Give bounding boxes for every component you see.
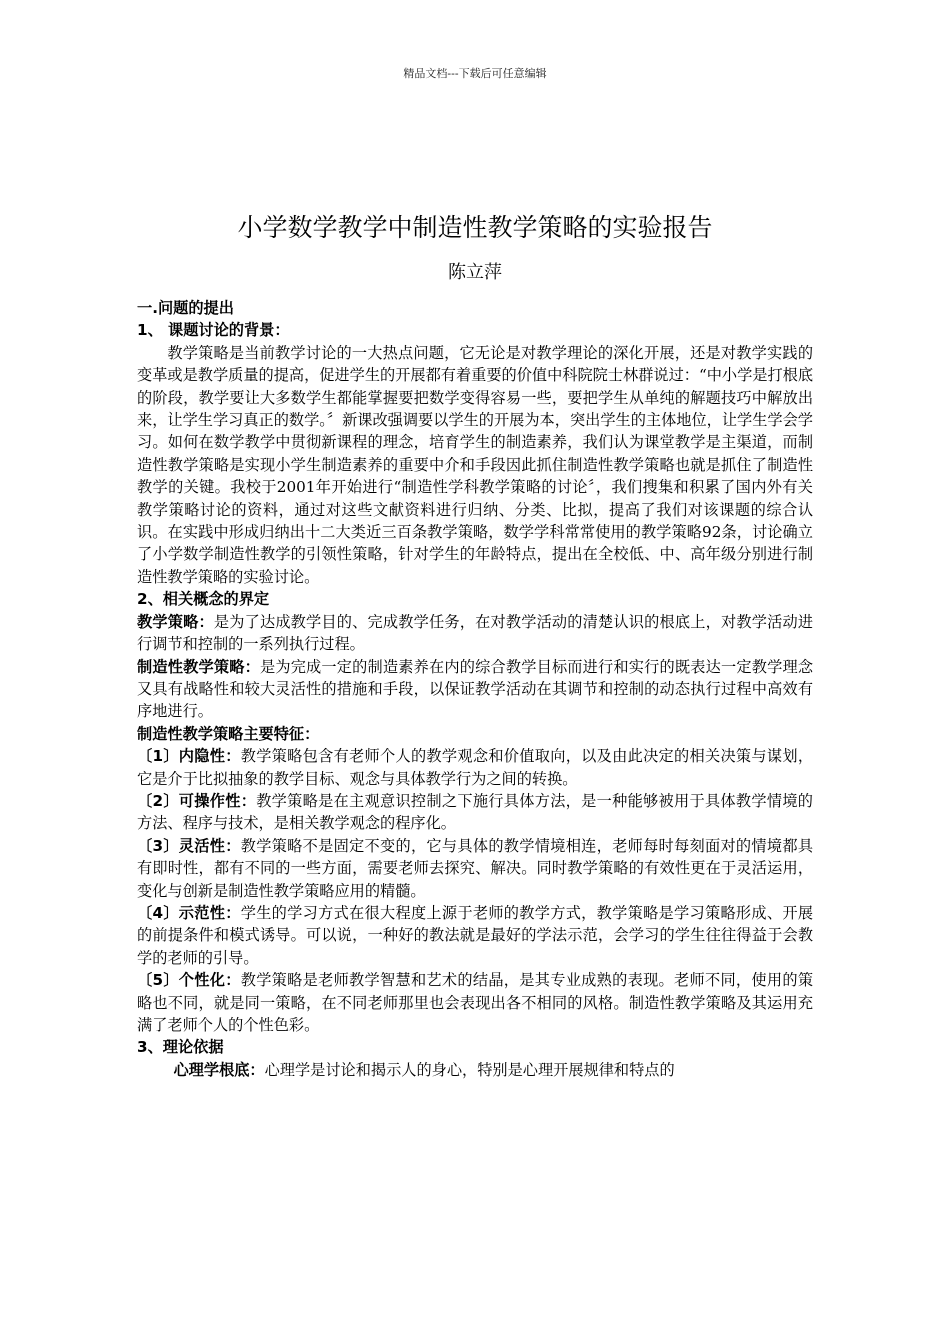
subsection-heading: 3、理论依据 xyxy=(137,1038,224,1057)
author-name: 陈立萍 xyxy=(448,262,502,283)
paragraph-text: 心理学是讨论和揭示人的身心，特别是心理开展规律和特点的 xyxy=(264,1060,675,1079)
feature-text: 教学策略不是固定不变的，它与具体的教学情境相连，老师每时每刻面对的情境都具有即时性，都有不同的一些方面，需要老师去探究、解决。同时教学策略的有效性更在于灵活运用，变化与创新是制造性教学策略应用的精髓。 xyxy=(137,836,814,900)
section-heading: 一.问题的提出 xyxy=(137,299,234,317)
subsection-heading: 2、相关概念的界定 xyxy=(137,590,270,609)
document-title: 小学数学教学中制造性教学策略的实验报告 xyxy=(237,213,713,242)
paragraph-theory xyxy=(137,1059,813,1081)
page-header: 精品文档---下载后可任意编辑 xyxy=(403,67,547,80)
paragraph-background: 教学策略是当前教学讨论的一大热点问题，它无论是对教学理论的深化开展，还是对教学实践的变革或是教学质量的提高，促进学生的开展都有着重要的价值中科院院士林群说过：“中小学是打根底的阶段，教学要让大多数学生都能掌握要把数学变得容易一些，要把学生从单纯的解题技巧中解放出来，让学生学习真正的数学。〞新课改强调要以学生的开展为本，突出学生的主体地位，让学生学会学习。如何在数学教学中贯彻新课程的理念，培育学生的制造素养，我们认为课堂教学是主渠道，而制造性教学策略是实现小学生制造素养的重要中介和手段因此抓住制造性教学策略也就是抓住了制造性教学的关键。我校于2001年开始进行“制造性学科教学策略的讨论〞，我们搜集和积累了国内外有关教学策略讨论的资料，通过对这些文献资料进行归纳、分类、比拟，提高了我们对该课题的综合认识。在实践中形成归纳出十二大类近三百条教学策略，数学学科常常使用的教学策略92条，讨论确立了小学数学制造性教学的引领性策略，针对学生的年龄特点，提出在全校低、中、高年级分别进行制造性教学策略的实验讨论。 xyxy=(137,343,814,586)
definition-creative-strategy xyxy=(137,656,813,723)
feature-term: 〔5〕个性化： xyxy=(137,971,241,990)
feature-term: 〔4〕示范性： xyxy=(137,903,241,922)
term: 心理学根底： xyxy=(173,1060,265,1079)
feature-term: 〔1〕内隐性： xyxy=(137,747,241,766)
term: 教学策略： xyxy=(137,612,214,631)
document-body xyxy=(137,297,813,1081)
feature-item xyxy=(137,969,813,1036)
feature-text: 学生的学习方式在很大程度上源于老师的教学方式，教学策略是学习策略形成、开展的前提条件和模式诱导。可以说，一种好的教法就是最好的学法示范，会学习的学生往往得益于会教学的老师的引导。 xyxy=(137,903,814,967)
feature-text: 教学策略包含有老师个人的教学观念和价值取向，以及由此决定的相关决策与谋划，它是介于比拟抽象的教学目标、观念与具体教学行为之间的转换。 xyxy=(137,747,814,788)
definition-teaching-strategy xyxy=(137,611,813,656)
feature-text: 教学策略是在主观意识控制之下施行具体方法，是一种能够被用于具体教学情境的方法、程序与技术，是相关教学观念的程序化。 xyxy=(137,791,813,833)
subsection-heading: 1、 课题讨论的背景： xyxy=(137,321,290,340)
feature-term: 〔3〕灵活性： xyxy=(137,836,241,855)
feature-item xyxy=(137,835,813,902)
definition-text: 是为完成一定的制造素养在内的综合教学目标而进行和实行的既表达一定教学理念又具有战略性和较大灵活性的措施和手段，以保证教学活动在其调节和控制的动态执行过程中高效有序地进行。 xyxy=(137,657,814,721)
feature-item xyxy=(137,902,813,969)
term: 制造性教学策略： xyxy=(137,657,260,676)
features-heading: 制造性教学策略主要特征： xyxy=(137,724,320,743)
feature-item xyxy=(137,790,813,835)
feature-term: 〔2〕可操作性： xyxy=(137,791,257,810)
feature-text: 教学策略是老师教学智慧和艺术的结晶，是其专业成熟的表现。老师不同，使用的策略也不同，就是同一策略，在不同老师那里也会表现出各不相同的风格。制造性教学策略及其运用充满了老师个人的个性色彩。 xyxy=(137,971,814,1034)
definition-text: 是为了达成教学目的、完成教学任务，在对教学活动的清楚认识的根底上，对教学活动进行调节和控制的一系列执行过程。 xyxy=(137,612,814,654)
feature-item xyxy=(137,745,813,790)
